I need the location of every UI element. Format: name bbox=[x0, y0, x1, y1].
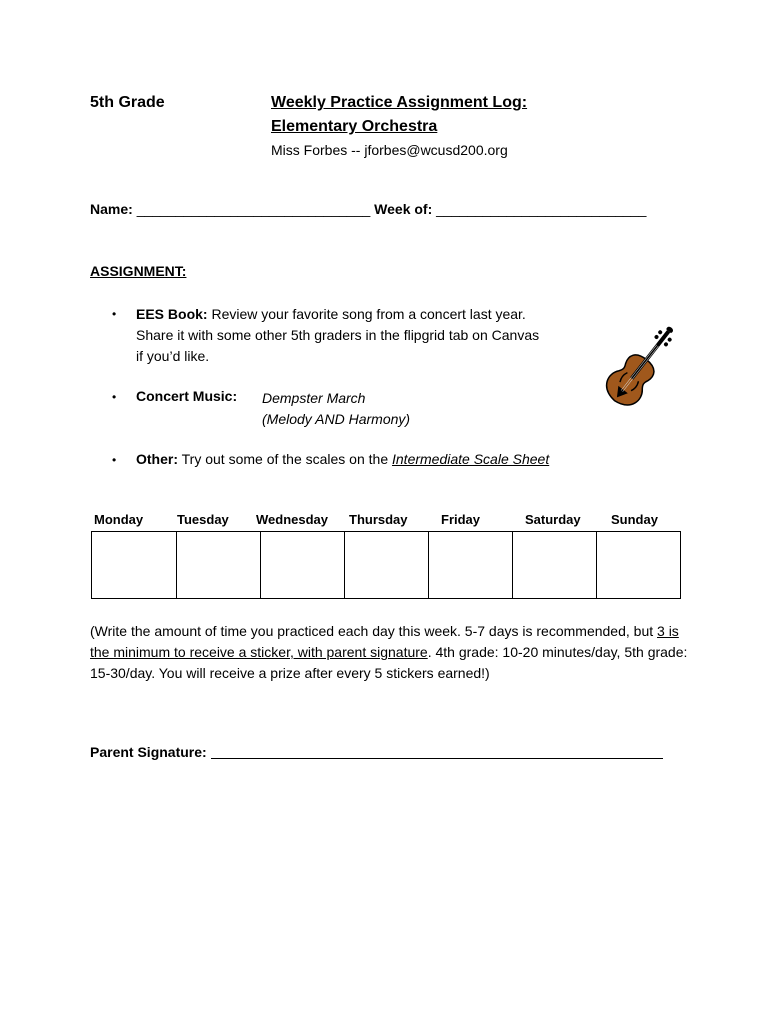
instructions-note bbox=[90, 621, 690, 684]
page-title-line-1: Weekly Practice Assignment Log: bbox=[271, 94, 528, 111]
day-label-wednesday: Wednesday bbox=[256, 512, 329, 527]
name-week-row bbox=[90, 201, 646, 217]
week-label: Week of: bbox=[374, 201, 433, 217]
parent-signature-row bbox=[90, 744, 663, 760]
bullet-icon: • bbox=[112, 390, 117, 404]
other-text: Try out some of the scales on the bbox=[178, 451, 392, 467]
other-label: Other: bbox=[136, 451, 178, 467]
concert-music-label: Concert Music: bbox=[136, 388, 238, 404]
note-part-2: . 4th grade: 10-20 minutes/day, 5th grade: 15-30/day. You will receive a prize after every 5 stickers earned!) bbox=[90, 644, 688, 681]
parent-signature-line[interactable] bbox=[211, 744, 663, 759]
page-title-line-2: Elementary Orchestra bbox=[271, 118, 438, 135]
log-cell-monday[interactable] bbox=[92, 532, 176, 598]
note-underlined: 3 is the minimum to receive a sticker, with parent signature bbox=[90, 623, 679, 660]
day-label-sunday: Sunday bbox=[611, 512, 658, 527]
log-cell-sunday[interactable] bbox=[596, 532, 681, 598]
log-cell-tuesday[interactable] bbox=[176, 532, 261, 598]
name-label: Name: bbox=[90, 201, 133, 217]
bullet-icon: • bbox=[112, 307, 117, 321]
day-label-monday: Monday bbox=[94, 512, 144, 527]
day-label-thursday: Thursday bbox=[349, 512, 408, 527]
ees-book-text-2: Share it with some other 5th graders in the flipgrid tab on Canvas bbox=[136, 327, 540, 343]
log-cell-thursday[interactable] bbox=[344, 532, 429, 598]
log-cell-saturday[interactable] bbox=[512, 532, 597, 598]
name-blank[interactable]: ______________________________ bbox=[136, 201, 371, 217]
teacher-contact: Miss Forbes -- jforbes@wcusd200.org bbox=[271, 142, 508, 158]
day-label-saturday: Saturday bbox=[525, 512, 581, 527]
violin-icon bbox=[586, 318, 686, 422]
log-cell-wednesday[interactable] bbox=[260, 532, 345, 598]
bullet-icon: • bbox=[112, 453, 117, 467]
concert-parts: (Melody AND Harmony) bbox=[262, 411, 411, 427]
ees-book-text-1: Review your favorite song from a concert last year. bbox=[207, 306, 526, 322]
assignment-heading: ASSIGNMENT: bbox=[90, 263, 187, 279]
note-part-1: (Write the amount of time you practiced each day this week. 5-7 days is recommended, but bbox=[90, 623, 658, 639]
other-item bbox=[136, 451, 549, 467]
parent-signature-label: Parent Signature: bbox=[90, 744, 207, 760]
day-label-friday: Friday bbox=[441, 512, 481, 527]
week-blank[interactable]: ___________________________ bbox=[436, 201, 647, 217]
ees-book-text-3: if you’d like. bbox=[136, 348, 210, 364]
grade-label: 5th Grade bbox=[90, 94, 165, 111]
practice-log-table bbox=[91, 531, 681, 599]
ees-book-item bbox=[136, 304, 586, 367]
day-label-tuesday: Tuesday bbox=[177, 512, 229, 527]
concert-music-value bbox=[262, 388, 410, 430]
concert-piece: Dempster March bbox=[262, 390, 366, 406]
log-cell-friday[interactable] bbox=[428, 532, 513, 598]
ees-book-label: EES Book: bbox=[136, 306, 208, 322]
scale-sheet-link[interactable]: Intermediate Scale Sheet bbox=[392, 451, 550, 467]
